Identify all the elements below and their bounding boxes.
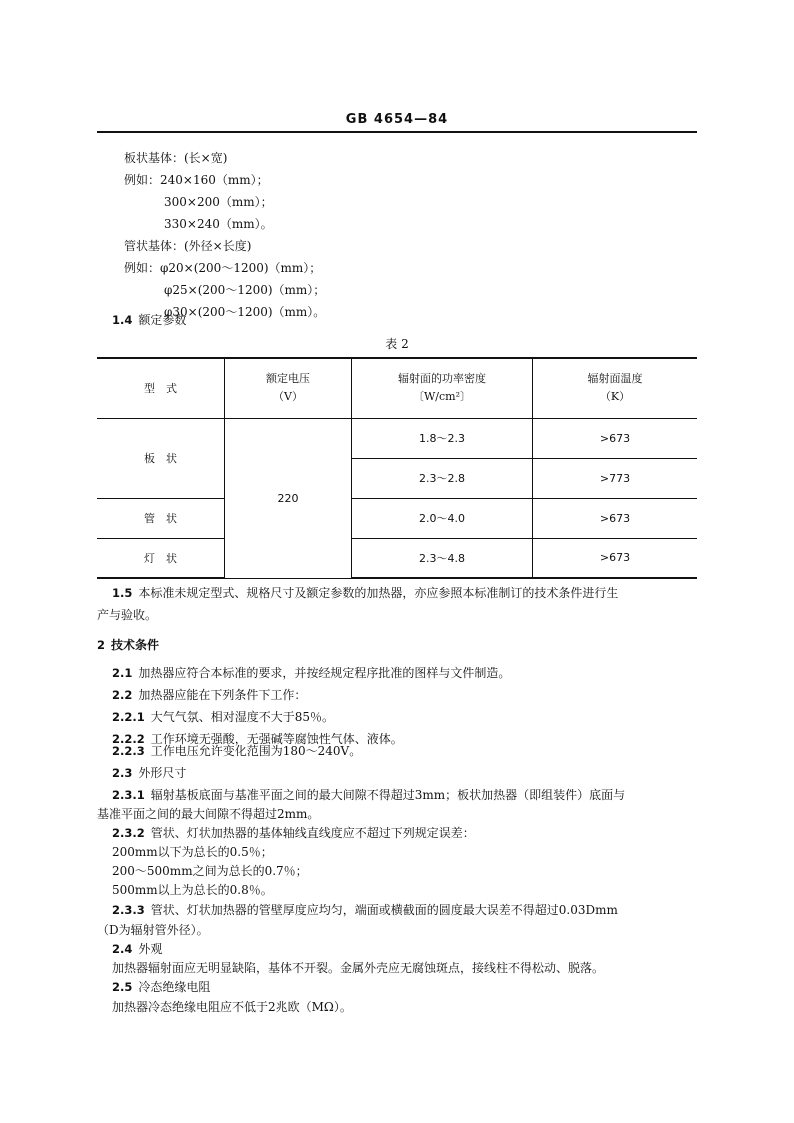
section-text: 辐射基板底面与基准平面之间的最大间隙不得超过3mm；板状加热器（即组装件）底面与 <box>150 788 626 802</box>
plate-example: 330×240（mm）。 <box>164 217 273 231</box>
row-type: 管 状 <box>97 498 225 538</box>
row-power: 2.3～2.8 <box>352 458 533 498</box>
header-power-name: 辐射面的功率密度 <box>398 372 486 386</box>
header-voltage-unit: （V） <box>273 390 303 404</box>
section-text: 工作环境无强酸，无强碱等腐蚀性气体、液体。 <box>150 732 403 746</box>
table-row <box>97 418 697 458</box>
row-temp: >673 <box>533 418 698 458</box>
section-2-2-3 <box>112 743 361 759</box>
section-text-continued: 产与验收。 <box>97 608 158 622</box>
section-text: 管状、灯状加热器的基体轴线直线度应不超过下列规定误差： <box>150 826 475 840</box>
section-text: 大气气氛、相对湿度不大于85％。 <box>150 710 335 724</box>
section-number: 1.4 <box>112 313 133 327</box>
header-power <box>352 358 533 418</box>
section-number: 2.2.1 <box>112 710 145 724</box>
section-title: 冷态绝缘电阻 <box>138 980 211 994</box>
header-voltage-name: 额定电压 <box>266 372 310 386</box>
section-2-4 <box>112 941 162 957</box>
tube-example: φ30×(200～1200)（mm）。 <box>164 305 326 319</box>
row-temp: >673 <box>533 538 698 578</box>
section-2-3-1 <box>112 787 625 803</box>
row-temp: >773 <box>533 458 698 498</box>
section-text-continued: （D为辐射管外径）。 <box>97 923 209 937</box>
row-power: 2.3～4.8 <box>352 538 533 578</box>
plate-example: 300×200（mm）； <box>164 195 273 209</box>
section-number: 2 <box>97 638 106 652</box>
table-row <box>97 498 697 538</box>
header-temp-name: 辐射面温度 <box>587 372 643 386</box>
section-number: 2.1 <box>112 666 133 680</box>
section-1-5 <box>112 585 618 601</box>
section-number: 2.3 <box>112 766 133 780</box>
section-2-3-3 <box>112 902 618 918</box>
section-2-1 <box>112 665 510 681</box>
tube-title: 管状基体：(外径×长度) <box>124 239 252 253</box>
section-number: 2.2 <box>112 688 133 702</box>
plate-title: 板状基体：(长×宽) <box>124 151 228 165</box>
header-power-unit: 〔W/cm²〕 <box>412 390 471 404</box>
section-2-3 <box>112 765 186 781</box>
header-voltage <box>225 358 352 418</box>
section-1-4 <box>112 312 186 328</box>
section-2-5 <box>112 979 210 995</box>
section-title: 技术条件 <box>111 638 160 652</box>
header-type: 型 式 <box>97 358 225 418</box>
table-header-row <box>97 358 697 418</box>
section-text: 外形尺寸 <box>138 766 187 780</box>
section-number: 2.5 <box>112 980 133 994</box>
section-2-2 <box>112 687 306 703</box>
section-text: 加热器辐射面应无明显缺陷，基体不开裂。金属外壳应无腐蚀斑点，接线柱不得松动、脱落。 <box>112 961 605 975</box>
row-power: 2.0～4.0 <box>352 498 533 538</box>
tube-example: φ25×(200～1200)（mm）； <box>164 283 326 297</box>
section-text: 加热器冷态绝缘电阻应不低于2兆欧（MΩ）。 <box>112 1000 352 1014</box>
section-2 <box>97 637 159 653</box>
plate-example: 例如：240×160（mm）； <box>124 173 269 187</box>
section-text: 加热器应符合本标准的要求，并按经规定程序批准的图样与文件制造。 <box>138 666 511 680</box>
row-type: 板 状 <box>97 418 225 498</box>
header-temp-unit: （K） <box>599 390 631 404</box>
list-item: 200～500mm之间为总长的0.7％； <box>112 864 308 878</box>
section-number: 2.2.2 <box>112 732 145 746</box>
list-item: 200mm以下为总长的0.5％； <box>112 845 273 859</box>
section-number: 1.5 <box>112 586 133 600</box>
section-number: 2.3.3 <box>112 903 145 917</box>
row-temp: >673 <box>533 498 698 538</box>
row-type: 灯 状 <box>97 538 225 578</box>
section-number: 2.3.2 <box>112 826 145 840</box>
section-number: 2.4 <box>112 942 133 956</box>
row-power: 1.8～2.3 <box>352 418 533 458</box>
section-text: 本标准未规定型式、规格尺寸及额定参数的加热器，亦应参照本标准制订的技术条件进行生 <box>138 586 619 600</box>
tube-example: 例如：φ20×(200～1200)（mm）； <box>124 261 322 275</box>
section-text-continued: 基准平面之间的最大间隙不得超过2mm。 <box>97 807 320 821</box>
section-2-3-2 <box>112 825 475 841</box>
section-number: 2.3.1 <box>112 788 145 802</box>
list-item: 500mm以上为总长的0.8％。 <box>112 883 273 897</box>
section-text: 管状、灯状加热器的管壁厚度应均匀，端面或横截面的圆度最大误差不得超过0.03Dmm <box>150 903 618 917</box>
header-rule <box>97 131 697 133</box>
table-row <box>97 538 697 578</box>
section-number: 2.2.3 <box>112 744 145 758</box>
section-text: 工作电压允许变化范围为180～240V。 <box>150 744 362 758</box>
section-2-2-1 <box>112 709 334 725</box>
section-text: 加热器应能在下列条件下工作： <box>138 688 307 702</box>
header-temp <box>533 358 698 418</box>
rated-parameters-table <box>97 357 697 579</box>
section-title: 外观 <box>138 942 163 956</box>
section-title: 额定参数 <box>138 313 187 327</box>
voltage-value: 220 <box>225 418 352 578</box>
standard-code: GB 4654—84 <box>345 112 449 127</box>
table-caption: 表 2 <box>385 337 409 351</box>
